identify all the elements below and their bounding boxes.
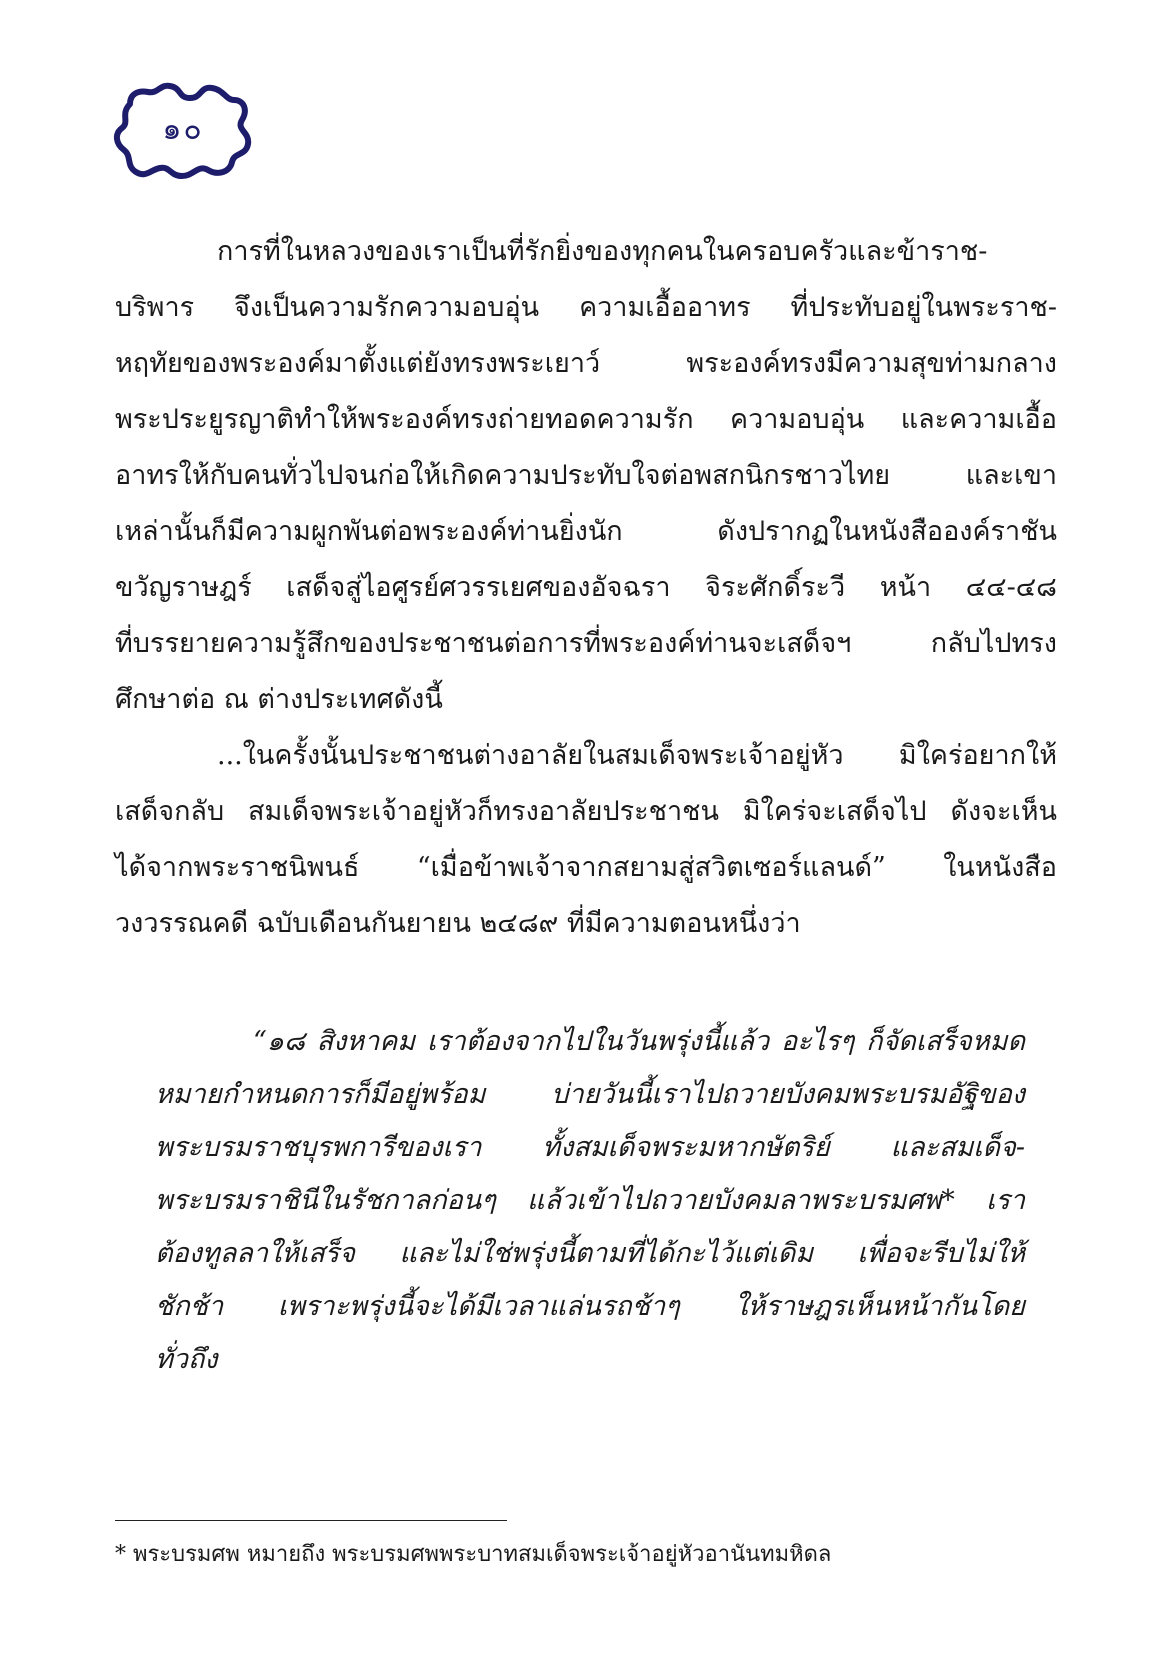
- quote-line: ทั่วถึง: [155, 1344, 218, 1375]
- paragraph-2-line: ...ในครั้งนั้นประชาชนต่างอาลัยในสมเด็จพระเจ้าอยู่หัว มิใคร่อยากให้: [217, 740, 1057, 771]
- quote-line: พระบรมราชบุรพการีของเรา ทั้งสมเด็จพระมหากษัตริย์ และสมเด็จ-: [155, 1132, 1025, 1163]
- paragraph-1-line: เหล่านั้นก็มีความผูกพันต่อพระองค์ท่านยิ่งนัก ดังปรากฏในหนังสือองค์ราชัน: [115, 516, 1057, 547]
- body-text: [115, 224, 1057, 952]
- paragraph-2-line: วงวรรณคดี ฉบับเดือนกันยายน ๒๔๘๙ ที่มีความตอนหนึ่งว่า: [115, 908, 801, 939]
- quote-line: ชักช้า เพราะพรุ่งนี้จะได้มีเวลาแล่นรถช้าๆ ให้ราษฎรเห็นหน้ากันโดย: [155, 1291, 1025, 1322]
- paragraph-1-line: บริพาร จึงเป็นความรักความอบอุ่น ความเอื้ออาทร ที่ประทับอยู่ในพระราช-: [115, 292, 1057, 323]
- block-quote: [155, 1015, 1025, 1386]
- paragraph-1-line: ขวัญราษฎร์ เสด็จสู่ไอศูรย์ศวรรเยศของอัจฉรา จิระศักดิ์ระวี หน้า ๔๔-๔๘: [115, 572, 1057, 603]
- quote-line: ต้องทูลลาให้เสร็จ และไม่ใช่พรุ่งนี้ตามที่ได้กะไว้แต่เดิม เพื่อจะรีบไม่ให้: [155, 1238, 1025, 1269]
- paragraph-2-line: ได้จากพระราชนิพนธ์ “เมื่อข้าพเจ้าจากสยามสู่สวิตเซอร์แลนด์” ในหนังสือ: [115, 852, 1057, 883]
- paragraph-1-line: อาทรให้กับคนทั่วไปจนก่อให้เกิดความประทับใจต่อพสกนิกรชาวไทย และเขา: [115, 460, 1057, 491]
- page-number: ๑๐: [162, 112, 204, 147]
- quote-line: พระบรมราชินีในรัชกาลก่อนๆ แล้วเข้าไปถวายบังคมลาพระบรมศพ* เรา: [155, 1185, 1025, 1216]
- paragraph-1-line: ที่บรรยายความรู้สึกของประชาชนต่อการที่พระองค์ท่านจะเสด็จฯ กลับไปทรง: [115, 628, 1057, 659]
- paragraph-2-line: เสด็จกลับ สมเด็จพระเจ้าอยู่หัวก็ทรงอาลัยประชาชน มิใคร่จะเสด็จไป ดังจะเห็น: [115, 796, 1057, 827]
- paragraph-1-line: พระประยูรญาติทำให้พระองค์ทรงถ่ายทอดความรัก ความอบอุ่น และความเอื้อ: [115, 404, 1057, 435]
- paragraph-1-line: การที่ในหลวงของเราเป็นที่รักยิ่งของทุกคนในครอบครัวและข้าราช-: [217, 236, 988, 267]
- page-number-badge: [108, 80, 258, 184]
- quote-line: หมายกำหนดการก็มีอยู่พร้อม บ่ายวันนี้เราไปถวายบังคมพระบรมอัฐิของ: [155, 1079, 1025, 1110]
- quote-line: “๑๘ สิงหาคม เราต้องจากไปในวันพรุ่งนี้แล้ว อะไรๆ ก็จัดเสร็จหมด: [253, 1026, 1025, 1057]
- paragraph-1-line: ศึกษาต่อ ณ ต่างประเทศดังนี้: [115, 684, 443, 715]
- paragraph-1-line: หฤทัยของพระองค์มาตั้งแต่ยังทรงพระเยาว์ พระองค์ทรงมีความสุขท่ามกลาง: [115, 348, 1057, 379]
- footnote-divider: [115, 1520, 507, 1521]
- footnote: * พระบรมศพ หมายถึง พระบรมศพพระบาทสมเด็จพระเจ้าอยู่หัวอานันทมหิดล: [115, 1542, 832, 1567]
